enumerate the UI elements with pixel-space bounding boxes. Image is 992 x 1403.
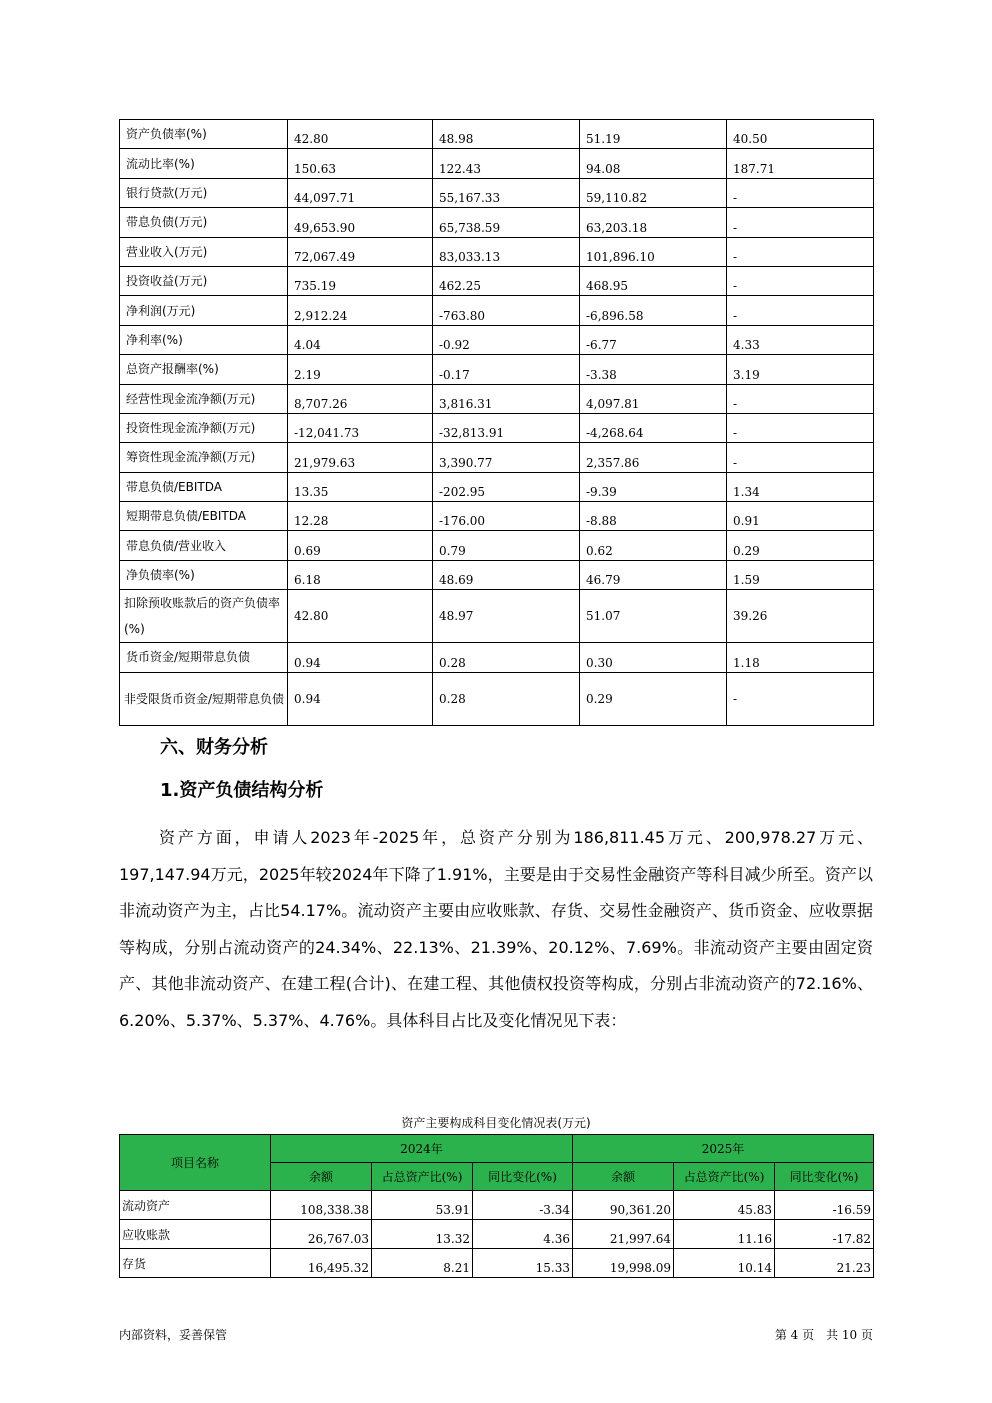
cell-value: 0.94 <box>288 672 433 725</box>
table-row <box>120 149 874 178</box>
table-row <box>120 355 874 384</box>
asset-composition-table <box>119 1134 874 1278</box>
table-row <box>120 413 874 442</box>
cell-value: 13.32 <box>372 1220 473 1249</box>
cell-value: 6.18 <box>288 560 433 589</box>
cell-value: 0.91 <box>727 502 874 531</box>
table-row <box>120 590 874 643</box>
cell-value: -0.92 <box>433 325 580 354</box>
cell-value: 10.14 <box>674 1249 775 1278</box>
footer-page-number: 第 4 页 共 10 页 <box>774 1328 873 1342</box>
cell-value: 8,707.26 <box>288 384 433 413</box>
table-row <box>120 531 874 560</box>
cell-value: - <box>727 672 874 725</box>
row-label: 营业收入(万元) <box>120 237 288 266</box>
cell-value: 2,912.24 <box>288 296 433 325</box>
cell-value: 8.21 <box>372 1249 473 1278</box>
cell-value: 49,653.90 <box>288 208 433 237</box>
column-header: 余额 <box>573 1163 674 1191</box>
table-row <box>120 502 874 531</box>
cell-value: 3.19 <box>727 355 874 384</box>
cell-value: 51.19 <box>580 120 727 149</box>
cell-value: -202.95 <box>433 472 580 501</box>
cell-value: 42.80 <box>288 120 433 149</box>
cell-value: 11.16 <box>674 1220 775 1249</box>
cell-value: 2,357.86 <box>580 443 727 472</box>
row-label: 净利率(%) <box>120 325 288 354</box>
cell-value: - <box>727 208 874 237</box>
cell-value: 46.79 <box>580 560 727 589</box>
cell-value: -4,268.64 <box>580 413 727 442</box>
cell-value: -32,813.91 <box>433 413 580 442</box>
cell-value: 72,067.49 <box>288 237 433 266</box>
cell-value: - <box>727 296 874 325</box>
cell-value: 40.50 <box>727 120 874 149</box>
cell-value: 4.33 <box>727 325 874 354</box>
cell-value: - <box>727 266 874 295</box>
cell-value: 0.69 <box>288 531 433 560</box>
cell-value: 108,338.38 <box>271 1191 372 1220</box>
row-label: 带息负债(万元) <box>120 208 288 237</box>
cell-value: 44,097.71 <box>288 178 433 207</box>
row-label: 流动资产 <box>120 1191 271 1220</box>
cell-value: 1.59 <box>727 560 874 589</box>
row-label: 流动比率(%) <box>120 149 288 178</box>
column-header-year: 2024年 <box>271 1135 573 1163</box>
cell-value: 468.95 <box>580 266 727 295</box>
cell-value: 65,738.59 <box>433 208 580 237</box>
cell-value: 21,997.64 <box>573 1220 674 1249</box>
cell-value: 0.79 <box>433 531 580 560</box>
row-label: 货币资金/短期带息负债 <box>120 643 288 672</box>
row-label: 短期带息负债/EBITDA <box>120 502 288 531</box>
cell-value: 187.71 <box>727 149 874 178</box>
table-row <box>120 1191 874 1220</box>
cell-value: 48.97 <box>433 590 580 643</box>
table-row <box>120 384 874 413</box>
cell-value: 26,767.03 <box>271 1220 372 1249</box>
cell-value: 53.91 <box>372 1191 473 1220</box>
table-row <box>120 296 874 325</box>
cell-value: 63,203.18 <box>580 208 727 237</box>
row-label: 应收账款 <box>120 1220 271 1249</box>
row-label: 筹资性现金流净额(万元) <box>120 443 288 472</box>
section-heading: 六、财务分析 <box>160 737 268 758</box>
table-row <box>120 266 874 295</box>
cell-value: 21,979.63 <box>288 443 433 472</box>
cell-value: 12.28 <box>288 502 433 531</box>
cell-value: - <box>727 178 874 207</box>
cell-value: 39.26 <box>727 590 874 643</box>
cell-value: -176.00 <box>433 502 580 531</box>
cell-value: 0.29 <box>727 531 874 560</box>
table-row <box>120 560 874 589</box>
table-caption: 资产主要构成科目变化情况表(万元) <box>401 1116 591 1130</box>
cell-value: 1.18 <box>727 643 874 672</box>
row-label: 总资产报酬率(%) <box>120 355 288 384</box>
table-row <box>120 643 874 672</box>
cell-value: - <box>727 413 874 442</box>
column-header: 同比变化(%) <box>775 1163 874 1191</box>
cell-value: 0.30 <box>580 643 727 672</box>
cell-value: 0.94 <box>288 643 433 672</box>
cell-value: 21.23 <box>775 1249 874 1278</box>
cell-value: 90,361.20 <box>573 1191 674 1220</box>
column-header-item-name: 项目名称 <box>120 1135 271 1191</box>
cell-value: 51.07 <box>580 590 727 643</box>
cell-value: 59,110.82 <box>580 178 727 207</box>
cell-value: 55,167.33 <box>433 178 580 207</box>
cell-value: 4,097.81 <box>580 384 727 413</box>
row-label: 净利润(万元) <box>120 296 288 325</box>
row-label: 带息负债/EBITDA <box>120 472 288 501</box>
column-header: 同比变化(%) <box>473 1163 573 1191</box>
financial-metrics-table <box>119 119 874 726</box>
cell-value: 3,816.31 <box>433 384 580 413</box>
footer-confidential-note: 内部资料，妥善保管 <box>119 1328 228 1342</box>
cell-value: 0.29 <box>580 672 727 725</box>
cell-value: 15.33 <box>473 1249 573 1278</box>
cell-value: 101,896.10 <box>580 237 727 266</box>
sub-heading: 1.资产负债结构分析 <box>160 780 324 801</box>
cell-value: -17.82 <box>775 1220 874 1249</box>
table-row <box>120 178 874 207</box>
table-row <box>120 325 874 354</box>
cell-value: 1.34 <box>727 472 874 501</box>
cell-value: 4.36 <box>473 1220 573 1249</box>
row-label: 净负债率(%) <box>120 560 288 589</box>
row-label: 非受限货币资金/短期带息负债 <box>120 672 288 725</box>
column-header: 占总资产比(%) <box>674 1163 775 1191</box>
cell-value: 2.19 <box>288 355 433 384</box>
column-header: 余额 <box>271 1163 372 1191</box>
row-label: 资产负债率(%) <box>120 120 288 149</box>
row-label: 存货 <box>120 1249 271 1278</box>
cell-value: 735.19 <box>288 266 433 295</box>
cell-value: 19,998.09 <box>573 1249 674 1278</box>
analysis-paragraph: 资产方面，申请人2023年-2025年，总资产分别为186,811.45万元、200,978.27万元、197,147.94万元，2025年较2024年下降了1.91%，主要是由于交易性金融资产等科目减少所至。资产以非流动资产为主，占比54.17%。流动资产主要由应收账款、存货、交易性金融资产、货币资金、应收票据等构成，分别占流动资产的24.34%、22.13%、21.39%、20.12%、7.69%。非流动资产主要由固定资产、其他非流动资产、在建工程(合计)、在建工程、其他债权投资等构成，分别占非流动资产的72.16%、6.20%、5.37%、5.37%、4.76%。具体科目占比及变化情况见下表： <box>119 828 873 1030</box>
cell-value: -763.80 <box>433 296 580 325</box>
cell-value: 0.28 <box>433 643 580 672</box>
table-row <box>120 1220 874 1249</box>
cell-value: - <box>727 384 874 413</box>
row-label: 投资收益(万元) <box>120 266 288 295</box>
cell-value: -0.17 <box>433 355 580 384</box>
cell-value: -6,896.58 <box>580 296 727 325</box>
cell-value: 3,390.77 <box>433 443 580 472</box>
row-label: 投资性现金流净额(万元) <box>120 413 288 442</box>
cell-value: 122.43 <box>433 149 580 178</box>
column-header: 占总资产比(%) <box>372 1163 473 1191</box>
cell-value: 462.25 <box>433 266 580 295</box>
column-header-year: 2025年 <box>573 1135 874 1163</box>
cell-value: - <box>727 443 874 472</box>
cell-value: -3.38 <box>580 355 727 384</box>
cell-value: -16.59 <box>775 1191 874 1220</box>
table-header-row <box>120 1135 874 1163</box>
cell-value: 16,495.32 <box>271 1249 372 1278</box>
cell-value: 0.28 <box>433 672 580 725</box>
cell-value: 150.63 <box>288 149 433 178</box>
table-row <box>120 1249 874 1278</box>
cell-value: -8.88 <box>580 502 727 531</box>
table-row <box>120 443 874 472</box>
table-row <box>120 472 874 501</box>
cell-value: 42.80 <box>288 590 433 643</box>
cell-value: -6.77 <box>580 325 727 354</box>
row-label: 带息负债/营业收入 <box>120 531 288 560</box>
row-label: 经营性现金流净额(万元) <box>120 384 288 413</box>
cell-value: 4.04 <box>288 325 433 354</box>
cell-value: 83,033.13 <box>433 237 580 266</box>
table-row <box>120 672 874 725</box>
table-row <box>120 237 874 266</box>
cell-value: 0.62 <box>580 531 727 560</box>
table-row <box>120 120 874 149</box>
cell-value: -9.39 <box>580 472 727 501</box>
cell-value: 48.69 <box>433 560 580 589</box>
cell-value: 48.98 <box>433 120 580 149</box>
cell-value: 45.83 <box>674 1191 775 1220</box>
row-label: 银行贷款(万元) <box>120 178 288 207</box>
cell-value: 13.35 <box>288 472 433 501</box>
row-label: 扣除预收账款后的资产负债率(%) <box>120 590 288 643</box>
cell-value: -12,041.73 <box>288 413 433 442</box>
table-row <box>120 208 874 237</box>
cell-value: - <box>727 237 874 266</box>
cell-value: -3.34 <box>473 1191 573 1220</box>
cell-value: 94.08 <box>580 149 727 178</box>
